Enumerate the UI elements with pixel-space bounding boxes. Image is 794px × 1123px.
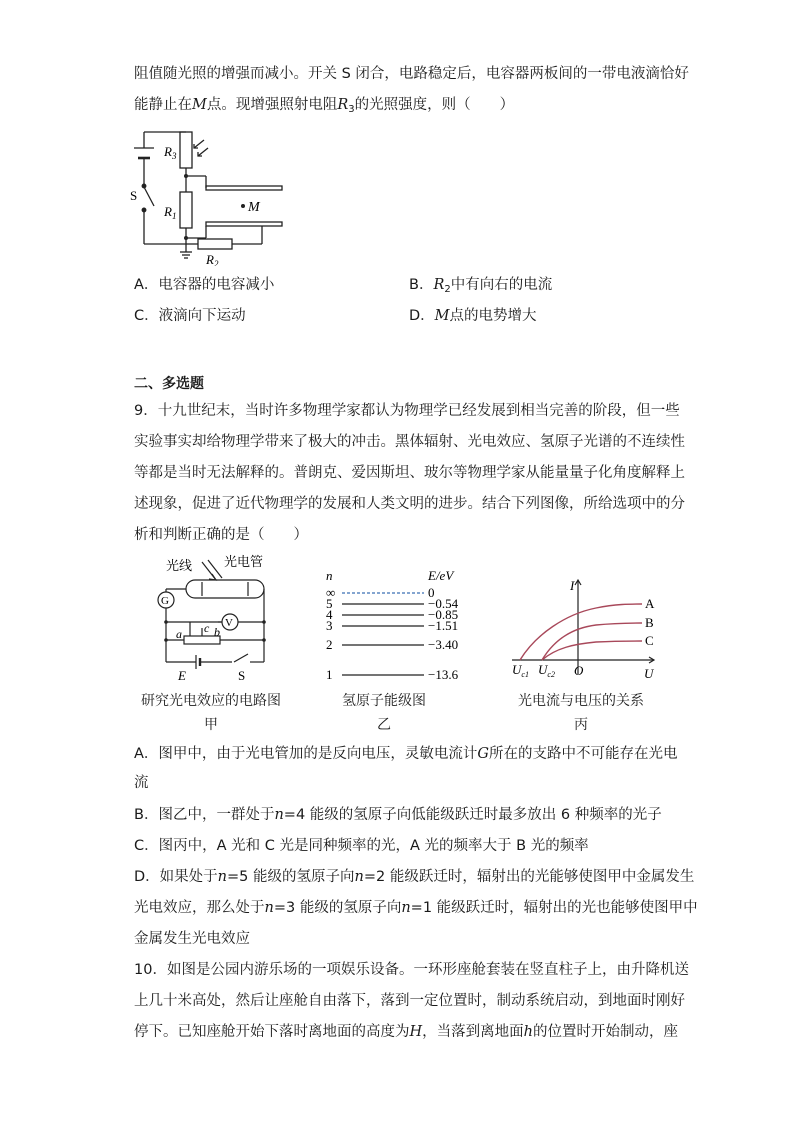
- q9-option-d-line-3: 金属发生光电效应: [134, 931, 250, 947]
- q10-line-3: 停下。已知座舱开始下落时离地面的高度为H，当落到离地面h的位置时开始制动，座: [134, 1024, 678, 1040]
- q9-option-a-line-2: 流: [134, 775, 149, 791]
- capacitor-top-plate: [206, 186, 282, 190]
- curve-A: [520, 604, 642, 660]
- q9-option-c[interactable]: C．图丙中，A 光和 C 光是同种频率的光，A 光的频率大于 B 光的频率: [134, 838, 589, 854]
- svg-text:E/eV: E/eV: [428, 568, 454, 583]
- switch-blade: [234, 654, 248, 662]
- q9-option-a-line-1[interactable]: A．图甲中，由于光电管加的是反向电压，灵敏电流计G所在的支路中不可能存在光电: [134, 746, 678, 762]
- energy-level-n: 3: [326, 618, 333, 633]
- fig-bing-caption: 光电流与电压的关系: [518, 693, 644, 709]
- energy-level-value: −3.40: [428, 637, 459, 652]
- R2-resistor: [198, 239, 232, 249]
- fig-jia-photoelectric-circuit: [150, 552, 280, 684]
- svg-text:Uc1: $U_{c1}$: [512, 662, 529, 679]
- phototube: [186, 580, 264, 598]
- svg-text:n: n: [326, 568, 333, 583]
- q9-option-d-line-2: 光电效应，那么处于n=3 能级的氢原子向n=1 能级跃迁时，辐射出的光也能够使图甲中: [134, 900, 698, 916]
- curve-label-B: B: [645, 615, 654, 630]
- svg-text:M: M: [248, 200, 260, 215]
- energy-level-n: 5: [326, 596, 333, 611]
- energy-level-value: −13.6: [428, 667, 459, 682]
- energy-level-value: −0.85: [428, 607, 459, 622]
- svg-text:O: O: [574, 663, 584, 678]
- svg-text:E: E: [178, 668, 186, 683]
- energy-level-value: −1.51: [428, 618, 459, 633]
- energy-level-n: 1: [326, 667, 333, 682]
- q8-circuit-diagram: [128, 126, 288, 266]
- q9-line-5: 析和判断正确的是（ ）: [134, 527, 308, 543]
- q9-option-d-line-1[interactable]: D．如果处于n=5 能级的氢原子向n=2 能级跃迁时，辐射出的光能够使图甲中金属发生: [134, 869, 695, 885]
- q9-line-2: 实验事实却给物理学带来了极大的冲击。黑体辐射、光电效应、氢原子光谱的不连续性: [134, 434, 685, 450]
- svg-text:光电管: 光电管: [224, 554, 264, 569]
- fig-yi-caption: 氢原子能级图: [342, 693, 426, 709]
- energy-level-value: 0: [428, 585, 435, 600]
- svg-text:b: b: [214, 625, 220, 639]
- R1-resistor: [180, 192, 192, 228]
- svg-text:S: S: [130, 188, 138, 203]
- R3-resistor: [180, 132, 192, 168]
- q8-option-a[interactable]: A．电容器的电容减小: [134, 277, 275, 293]
- svg-text:a: a: [176, 627, 182, 641]
- q8-option-c[interactable]: C．液滴向下运动: [134, 308, 246, 324]
- svg-text:S: S: [238, 668, 246, 683]
- q9-line-1: 9．十九世纪末，当时许多物理学家都认为物理学已经发展到相当完善的阶段，但一些: [134, 403, 680, 419]
- q9-line-4: 述现象，促进了近代物理学的发展和人类文明的进步。结合下列图像，所给选项中的分: [134, 496, 685, 512]
- svg-text:I: I: [570, 578, 575, 593]
- q8-option-b[interactable]: B．$R_2$中有向右的电流: [409, 277, 553, 295]
- section-heading: 二、多选题: [134, 376, 204, 392]
- q10-line-1: 10．如图是公园内游乐场的一项娱乐设备。一环形座舱套装在竖直柱子上，由升降机送: [134, 962, 689, 978]
- switch-blade: [144, 187, 154, 206]
- q9-option-b[interactable]: B．图乙中，一群处于n=4 能级的氢原子向低能级跃迁时最多放出 6 种频率的光子: [134, 807, 662, 823]
- svg-text:V: V: [225, 617, 233, 629]
- q8-option-d[interactable]: D．M点的电势增大: [409, 308, 537, 324]
- svg-text:G: G: [161, 595, 169, 607]
- fig-jia-caption: 研究光电效应的电路图: [141, 693, 281, 709]
- fig-yi-energy-levels: [320, 566, 470, 686]
- fig-bing-name: 丙: [574, 717, 588, 733]
- svg-text:R1: $R_1$: [164, 204, 177, 221]
- curve-C: [542, 641, 642, 660]
- svg-text:光线: 光线: [166, 558, 193, 573]
- q10-line-2: 上几十米高处，然后让座舱自由落下，落到一定位置时，制动系统启动，到地面时刚好: [134, 993, 685, 1009]
- energy-level-value: −0.54: [428, 596, 459, 611]
- svg-text:R2: $R_2$: [206, 252, 219, 266]
- droplet-point: [241, 204, 245, 208]
- energy-level-n: 4: [326, 607, 333, 622]
- svg-text:c: c: [204, 621, 210, 635]
- svg-text:Uc2: $U_{c2}$: [538, 662, 555, 679]
- capacitor-bottom-plate: [206, 222, 282, 226]
- fig-jia-name: 甲: [204, 717, 218, 733]
- curve-label-C: C: [645, 633, 654, 648]
- svg-text:R3: $R_3$: [164, 144, 177, 161]
- fig-bing-iv-curves: [506, 574, 666, 686]
- q9-line-3: 等都是当时无法解释的。普朗克、爱因斯坦、玻尔等物理学家从能量量子化角度解释上: [134, 465, 685, 481]
- svg-text:U: U: [644, 666, 654, 681]
- q8-line-1: 阻值随光照的增强而减小。开关 S 闭合，电路稳定后，电容器两板间的一带电液滴恰好: [134, 66, 689, 82]
- q8-line-2: 能静止在M点。现增强照射电阻$R_3$的光照强度，则（ ）: [134, 97, 515, 115]
- fig-yi-name: 乙: [377, 717, 391, 733]
- energy-level-n: ∞: [326, 585, 336, 600]
- curve-label-A: A: [645, 596, 655, 611]
- energy-level-n: 2: [326, 637, 333, 652]
